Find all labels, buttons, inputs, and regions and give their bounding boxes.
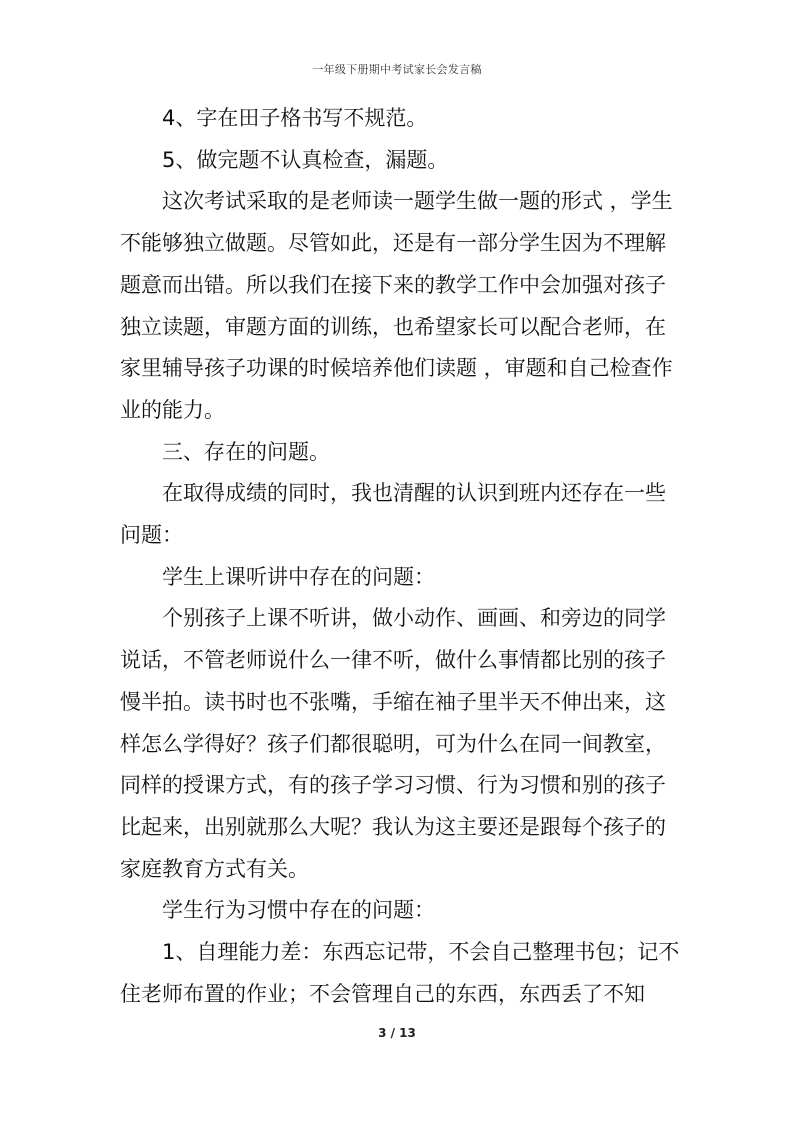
- paragraph-intro-problems: 在取得成绩的同时，我也清醒的认识到班内还存在一些问题：: [120, 481, 666, 548]
- document-body: [120, 98, 680, 1015]
- section-heading-problems: 三、存在的问题。: [162, 439, 330, 464]
- paragraph-item-5: 5、做完题不认真检查，漏题。: [162, 147, 449, 172]
- subheading-behavior-habits: 学生行为习惯中存在的问题：: [162, 898, 435, 923]
- paragraph-item-4: 4、字在田子格书写不规范。: [162, 106, 428, 130]
- page-header-title: 一年级下册期中考试家长会发言稿: [312, 63, 482, 76]
- paragraph-self-care: 1、自理能力差：东西忘记带，不会自己整理书包；记不住老师布置的作业；不会管理自己的东西，东西丢了不知: [120, 940, 680, 1006]
- page-number: 3 / 13: [378, 1026, 416, 1040]
- paragraph-class-behavior: 个别孩子上课不听讲，做小动作、画画、和旁边的同学说话，不管老师说什么一律不听，做什么事情都比别的孩子慢半拍。读书时也不张嘴，手缩在袖子里半天不伸出来，这样怎么学得好？孩子们都很聪明，可为什么在同一间教室，同样的授课方式，有的孩子学习习惯、行为习惯和别的孩子比起来，出别就那么大呢？我认为这主要还是跟每个孩子的家庭教育方式有关。: [120, 606, 666, 881]
- subheading-class-listening: 学生上课听讲中存在的问题：: [162, 564, 435, 589]
- paragraph-exam-format: 这次考试采取的是老师读一题学生做一题的形式 ，学生不能够独立做题。尽管如此，还是有一部分学生因为不理解题意而出错。所以我们在接下来的教学工作中会加强对孩子独立读题，审题方面的训练，也希望家长可以配合老师，在家里辅导孩子功课的时候培养他们读题 ，审题和自己检查作业的能力。: [120, 189, 673, 422]
